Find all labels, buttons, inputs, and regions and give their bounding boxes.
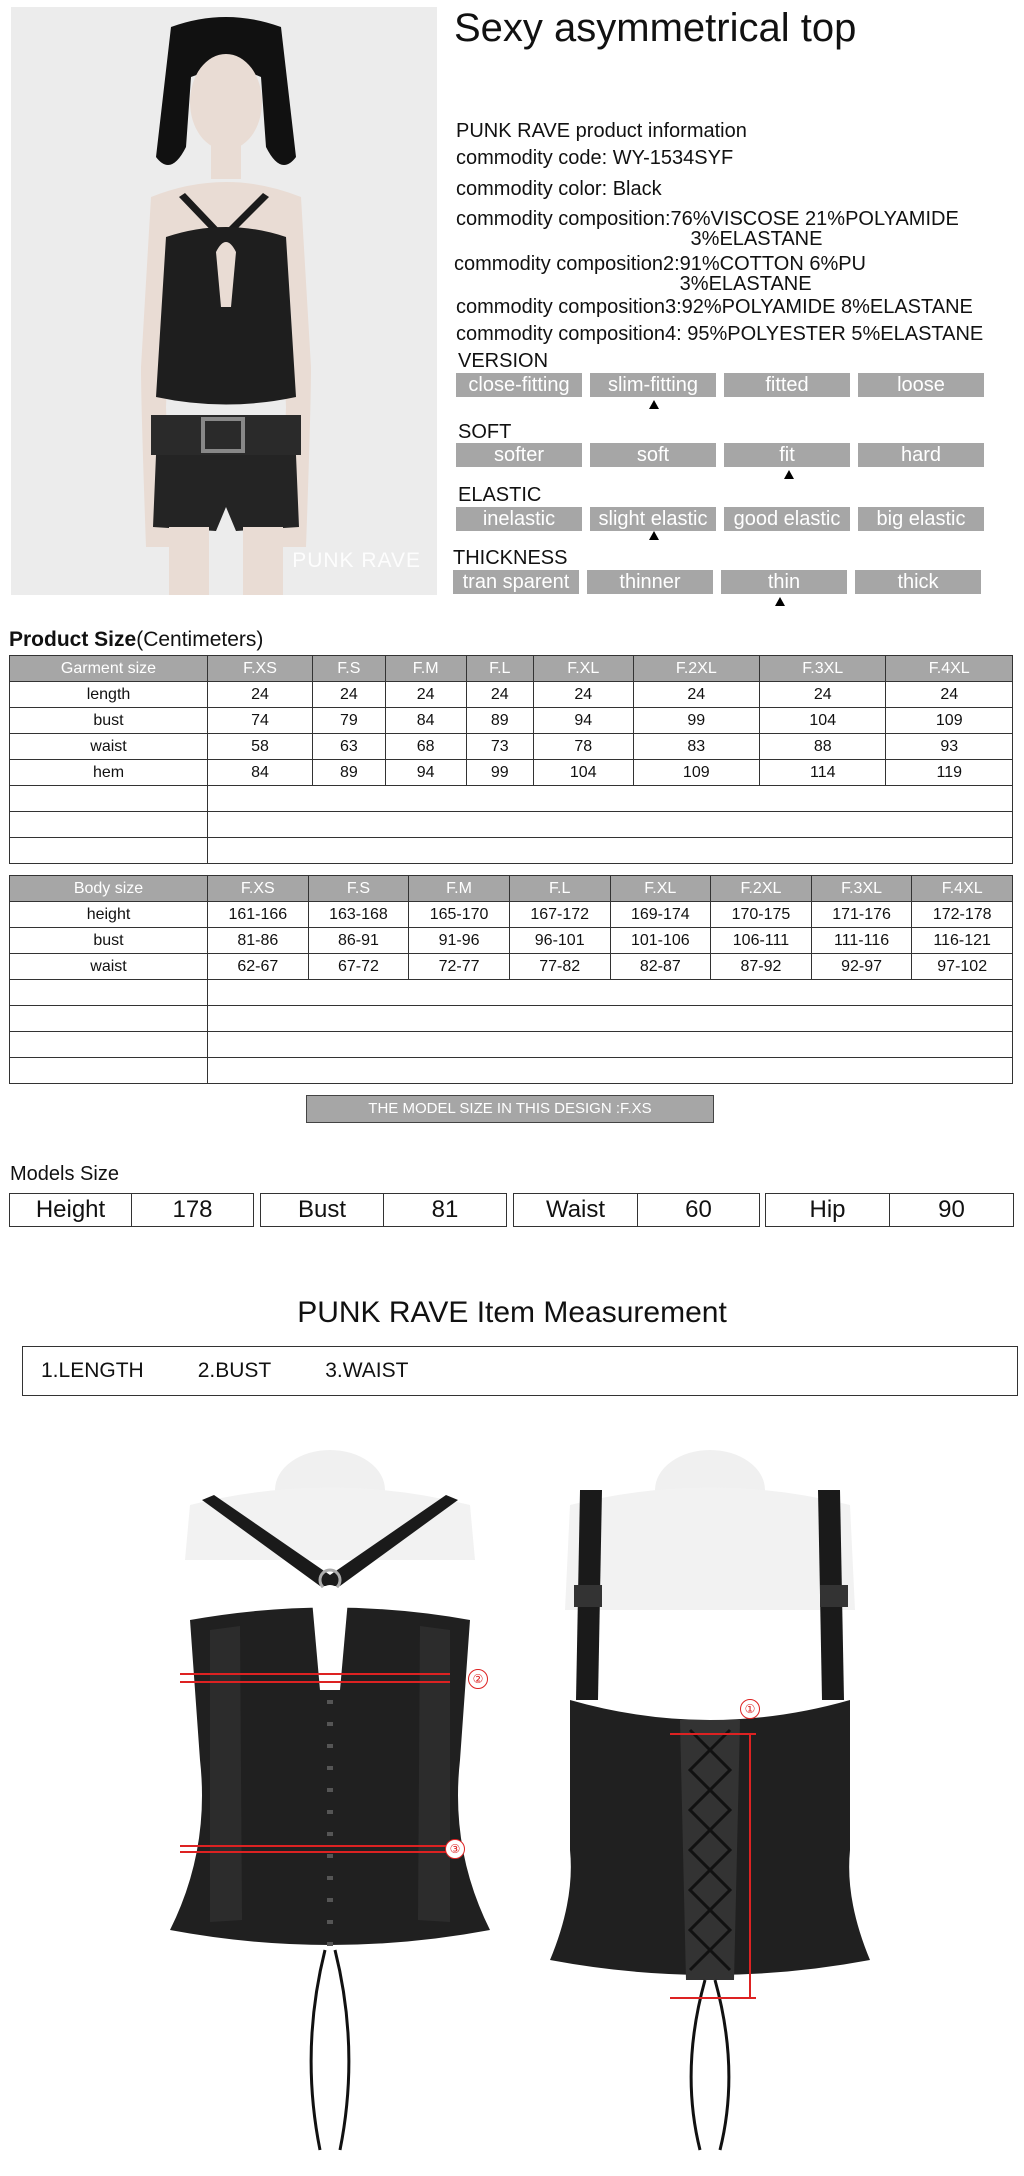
- table-cell: 88: [760, 734, 886, 760]
- header-cell: F.S: [308, 876, 409, 902]
- thickness-option: thick: [855, 570, 981, 594]
- table-cell: 92-97: [811, 954, 912, 980]
- version-scale: [456, 373, 984, 397]
- header-cell: F.4XL: [886, 656, 1013, 682]
- header-cell: F.L: [509, 876, 610, 902]
- table-cell: 104: [533, 760, 633, 786]
- header-cell: F.2XL: [711, 876, 812, 902]
- version-option: loose: [858, 373, 984, 397]
- table-row: [10, 954, 1013, 980]
- empty-cell: [208, 1006, 1013, 1032]
- header-cell: F.XL: [610, 876, 711, 902]
- comp3-row: [456, 294, 983, 321]
- version-title: VERSION: [458, 350, 549, 372]
- table-cell: 169-174: [610, 902, 711, 928]
- measurement-item: 3.WAIST: [325, 1359, 409, 1382]
- code-value: WY-1534SYF: [612, 146, 734, 169]
- table-cell: 74: [208, 708, 313, 734]
- table-cell: 172-178: [912, 902, 1013, 928]
- soft-option: hard: [858, 443, 984, 467]
- header-cell: F.3XL: [811, 876, 912, 902]
- empty-row: [10, 1006, 1013, 1032]
- header-cell: F.M: [385, 656, 466, 682]
- table-cell: 101-106: [610, 928, 711, 954]
- product-size-heading: Product Size: [9, 628, 137, 651]
- comp2-row: [454, 251, 983, 294]
- garment-size-table: [9, 655, 1013, 864]
- model-label: Waist: [514, 1194, 638, 1226]
- comp1-line1: 76%VISCOSE 21%POLYAMIDE: [670, 208, 959, 231]
- header-cell: F.XS: [208, 876, 309, 902]
- soft-title: SOFT: [458, 421, 512, 443]
- empty-cell: [208, 786, 1013, 812]
- table-cell: 109: [886, 708, 1013, 734]
- color-row: [456, 176, 983, 203]
- product-size-unit: (Centimeters): [136, 628, 264, 651]
- brand-line-text: PUNK RAVE product information: [456, 120, 747, 142]
- version-option: slim-fitting: [590, 373, 716, 397]
- table-cell: 114: [760, 760, 886, 786]
- table-cell: 67-72: [308, 954, 409, 980]
- empty-cell: [10, 812, 208, 838]
- marker-bust: ②: [468, 1669, 488, 1689]
- empty-row: [10, 1058, 1013, 1084]
- table-cell: 99: [633, 708, 759, 734]
- comp2-value: [680, 251, 866, 294]
- model-photo: [11, 7, 437, 595]
- row-label: bust: [10, 708, 208, 734]
- comp3-label: commodity composition3:: [456, 296, 682, 319]
- table-cell: 106-111: [711, 928, 812, 954]
- comp2-line1: 91%COTTON 6%PU: [679, 253, 867, 276]
- row-label: waist: [10, 734, 208, 760]
- table-cell: 94: [533, 708, 633, 734]
- table-cell: 87-92: [711, 954, 812, 980]
- table-cell: 24: [312, 682, 385, 708]
- model-height-box: [9, 1193, 254, 1227]
- table-cell: 24: [533, 682, 633, 708]
- table-cell: 86-91: [308, 928, 409, 954]
- header-cell: Garment size: [10, 656, 208, 682]
- row-label: length: [10, 682, 208, 708]
- header-cell: F.M: [409, 876, 510, 902]
- header-cell: F.XL: [533, 656, 633, 682]
- table-cell: 89: [312, 760, 385, 786]
- comp4-label: commodity composition4:: [456, 323, 682, 346]
- header-cell: F.XS: [208, 656, 313, 682]
- measurement-title: PUNK RAVE Item Measurement: [297, 1296, 727, 1329]
- comp2-label: commodity composition2:: [454, 253, 680, 276]
- header-cell: F.4XL: [912, 876, 1013, 902]
- thickness-option: thin: [721, 570, 847, 594]
- empty-cell: [10, 1006, 208, 1032]
- brand-line: [456, 118, 983, 145]
- elastic-option: big elastic: [858, 507, 984, 531]
- table-cell: 24: [466, 682, 533, 708]
- model-value: 90: [938, 1196, 965, 1223]
- table-cell: 24: [385, 682, 466, 708]
- table-cell: 24: [208, 682, 313, 708]
- measurement-item: 1.LENGTH: [41, 1359, 144, 1382]
- body-size-table: [9, 875, 1013, 1084]
- comp4-row: [456, 321, 983, 348]
- table-cell: 84: [385, 708, 466, 734]
- measurement-item: 2.BUST: [197, 1359, 272, 1382]
- table-cell: 72-77: [409, 954, 510, 980]
- row-label: hem: [10, 760, 208, 786]
- table-cell: 97-102: [912, 954, 1013, 980]
- empty-cell: [10, 1032, 208, 1058]
- empty-row: [10, 812, 1013, 838]
- color-label: commodity color:: [456, 177, 608, 200]
- soft-option: fit: [724, 443, 850, 467]
- table-cell: 165-170: [409, 902, 510, 928]
- garment-front-photo: [150, 1450, 510, 2170]
- marker-waist: ③: [445, 1839, 465, 1859]
- thickness-option: thinner: [587, 570, 713, 594]
- table-cell: 167-172: [509, 902, 610, 928]
- table-cell: 83: [633, 734, 759, 760]
- empty-cell: [208, 1032, 1013, 1058]
- model-size-note: THE MODEL SIZE IN THIS DESIGN :F.XS: [306, 1095, 714, 1123]
- code-row: [456, 145, 983, 172]
- model-illustration: [11, 7, 437, 595]
- empty-row: [10, 980, 1013, 1006]
- table-row: [10, 734, 1013, 760]
- table-cell: 68: [385, 734, 466, 760]
- table-header-row: [10, 876, 1013, 902]
- model-waist-box: [513, 1193, 760, 1227]
- table-cell: 24: [886, 682, 1013, 708]
- thickness-scale: [453, 570, 981, 594]
- model-hip-box: [765, 1193, 1014, 1227]
- model-bust-box: [260, 1193, 507, 1227]
- color-value: Black: [612, 177, 662, 200]
- empty-cell: [10, 838, 208, 864]
- soft-scale: [456, 443, 984, 467]
- table-cell: 89: [466, 708, 533, 734]
- empty-cell: [10, 980, 208, 1006]
- table-row: [10, 682, 1013, 708]
- comp1-value: [671, 206, 959, 249]
- table-cell: 99: [466, 760, 533, 786]
- thickness-title: THICKNESS: [453, 547, 568, 569]
- header-cell: F.2XL: [633, 656, 759, 682]
- elastic-indicator: [649, 531, 659, 540]
- table-cell: 84: [208, 760, 313, 786]
- table-cell: 62-67: [208, 954, 309, 980]
- garment-back-photo: [530, 1450, 890, 2170]
- comp4-value: 95%POLYESTER 5%ELASTANE: [687, 323, 984, 346]
- table-cell: 171-176: [811, 902, 912, 928]
- comp1-row: [456, 206, 983, 249]
- table-row: [10, 708, 1013, 734]
- comp2-line2: 3%ELASTANE: [679, 273, 812, 296]
- model-value: 60: [685, 1196, 712, 1223]
- garment-back-illustration: [530, 1450, 890, 2170]
- soft-option: softer: [456, 443, 582, 467]
- comp3-value: 92%POLYAMIDE 8%ELASTANE: [681, 296, 973, 319]
- product-title: Sexy asymmetrical top: [454, 6, 857, 50]
- version-option: close-fitting: [456, 373, 582, 397]
- row-label: height: [10, 902, 208, 928]
- elastic-title: ELASTIC: [458, 484, 542, 506]
- table-cell: 104: [760, 708, 886, 734]
- header-cell: F.S: [312, 656, 385, 682]
- measurement-legend: [22, 1346, 1018, 1396]
- empty-row: [10, 838, 1013, 864]
- table-cell: 77-82: [509, 954, 610, 980]
- empty-cell: [208, 838, 1013, 864]
- table-cell: 163-168: [308, 902, 409, 928]
- comp1-line2: 3%ELASTANE: [690, 228, 823, 251]
- elastic-option: slight elastic: [590, 507, 716, 531]
- table-cell: 93: [886, 734, 1013, 760]
- table-row: [10, 928, 1013, 954]
- table-row: [10, 760, 1013, 786]
- table-cell: 81-86: [208, 928, 309, 954]
- table-cell: 63: [312, 734, 385, 760]
- models-size-title: Models Size: [10, 1163, 119, 1185]
- table-cell: 24: [633, 682, 759, 708]
- table-cell: 79: [312, 708, 385, 734]
- code-label: commodity code:: [456, 146, 608, 169]
- version-option: fitted: [724, 373, 850, 397]
- version-indicator: [649, 400, 659, 409]
- table-cell: 78: [533, 734, 633, 760]
- marker-length: ①: [740, 1699, 760, 1719]
- garment-front-illustration: [150, 1450, 510, 2170]
- watermark: PUNK RAVE: [292, 549, 421, 572]
- table-cell: 94: [385, 760, 466, 786]
- product-info: [456, 118, 983, 348]
- header-cell: F.L: [466, 656, 533, 682]
- soft-indicator: [784, 470, 794, 479]
- table-cell: 161-166: [208, 902, 309, 928]
- table-cell: 109: [633, 760, 759, 786]
- elastic-scale: [456, 507, 984, 531]
- table-cell: 170-175: [711, 902, 812, 928]
- product-size-title: [9, 628, 263, 652]
- model-value: 178: [172, 1196, 213, 1223]
- comp1-label: commodity composition:: [456, 208, 671, 231]
- table-cell: 111-116: [811, 928, 912, 954]
- empty-cell: [10, 786, 208, 812]
- model-label: Height: [10, 1194, 132, 1226]
- table-cell: 91-96: [409, 928, 510, 954]
- row-label: bust: [10, 928, 208, 954]
- header-cell: F.3XL: [760, 656, 886, 682]
- model-value: 81: [431, 1196, 459, 1223]
- table-cell: 82-87: [610, 954, 711, 980]
- thickness-indicator: [775, 597, 785, 606]
- table-cell: 116-121: [912, 928, 1013, 954]
- thickness-option: tran sparent: [453, 570, 579, 594]
- empty-row: [10, 786, 1013, 812]
- empty-cell: [10, 1058, 208, 1084]
- empty-cell: [208, 1058, 1013, 1084]
- table-header-row: [10, 656, 1013, 682]
- table-cell: 73: [466, 734, 533, 760]
- model-label: Bust: [261, 1194, 384, 1226]
- table-cell: 24: [760, 682, 886, 708]
- soft-option: soft: [590, 443, 716, 467]
- empty-row: [10, 1032, 1013, 1058]
- empty-cell: [208, 812, 1013, 838]
- table-cell: 119: [886, 760, 1013, 786]
- elastic-option: good elastic: [724, 507, 850, 531]
- table-row: [10, 902, 1013, 928]
- header-cell: Body size: [10, 876, 208, 902]
- row-label: waist: [10, 954, 208, 980]
- table-cell: 96-101: [509, 928, 610, 954]
- empty-cell: [208, 980, 1013, 1006]
- model-label: Hip: [766, 1194, 890, 1226]
- table-cell: 58: [208, 734, 313, 760]
- elastic-option: inelastic: [456, 507, 582, 531]
